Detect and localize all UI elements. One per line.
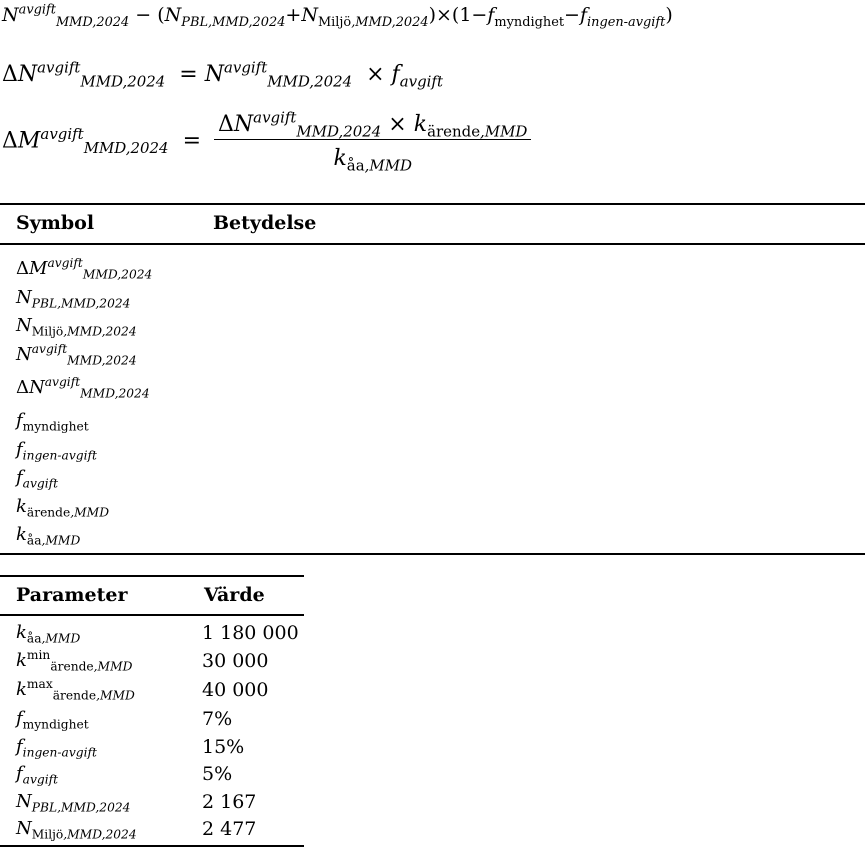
symbol-table-bottom-rule <box>0 553 865 555</box>
parameter-value: 5% <box>202 763 233 785</box>
symbol-row: $f_{myndighet}$ <box>16 410 89 434</box>
parameter-value: 1 180 000 <box>202 622 299 644</box>
parameter-row: $k_{åa,MMD}$ <box>16 622 81 646</box>
equation-delta-m: $\Delta M^{avgift}_{MMD,2024}$ = $\frac{\Delta N^{avgift}_{MMD,2024} \times k_{ärende,MMD}}{k_{åa,MMD}}$ <box>2 112 531 171</box>
equation-remaining-cases: $N^{avgift}_{MMD,2024} - (N_{PBL,MMD,2024}+N_{Miljö,MMD,2024})\times(1-f_{myndighet}-f_{ingen-avgift})$ <box>2 2 673 30</box>
parameter-value: 40 000 <box>202 679 269 701</box>
symbol-row: $\Delta M^{avgift}_{MMD,2024}$ <box>16 256 153 282</box>
equation-delta-n: $\Delta N^{avgift}_{MMD,2024} = N^{avgift}_{MMD,2024} \times f_{avgift}$ <box>2 58 443 91</box>
parameter-value: 2 167 <box>202 791 257 813</box>
symbol-row: $N^{avgift}_{MMD,2024}$ <box>16 342 137 368</box>
symbol-row: $f_{ingen-avgift}$ <box>16 439 97 463</box>
parameter-row: $f_{myndighet}$ <box>16 708 89 732</box>
symbol-table-header-rule <box>0 243 865 245</box>
parameter-row: $N_{Miljö,MMD,2024}$ <box>16 818 137 842</box>
symbol-row: $k_{ärende,MMD}$ <box>16 496 110 520</box>
value-header: Värde <box>204 584 265 606</box>
symbol-row: $k_{åa,MMD}$ <box>16 524 81 548</box>
symbol-row: $f_{avgift}$ <box>16 467 59 491</box>
parameter-header: Parameter <box>16 584 128 606</box>
meaning-header: Betydelse <box>213 212 317 234</box>
parameter-row: $f_{ingen-avgift}$ <box>16 736 97 760</box>
parameter-value: 7% <box>202 708 233 730</box>
parameter-row: $k^{min}_{ärende,MMD}$ <box>16 648 133 674</box>
symbol-row: $\Delta N^{avgift}_{MMD,2024}$ <box>16 375 150 401</box>
symbol-table-top-rule <box>0 203 865 205</box>
parameter-row: $k^{max}_{ärende,MMD}$ <box>16 677 135 703</box>
param-table-bottom-rule <box>0 845 304 847</box>
symbol-row: $N_{Miljö,MMD,2024}$ <box>16 315 137 339</box>
symbol-row: $N_{PBL,MMD,2024}$ <box>16 287 131 311</box>
parameter-value: 15% <box>202 736 245 758</box>
parameter-row: $N_{PBL,MMD,2024}$ <box>16 791 131 815</box>
param-table-header-rule <box>0 614 304 616</box>
param-table-top-rule <box>0 575 304 577</box>
parameter-row: $f_{avgift}$ <box>16 763 59 787</box>
fraction: $\frac{\Delta N^{avgift}_{MMD,2024} \times k_{ärende,MMD}}{k_{åa,MMD}}$ <box>214 112 531 171</box>
parameter-value: 30 000 <box>202 650 269 672</box>
parameter-value: 2 477 <box>202 818 257 840</box>
symbol-header: Symbol <box>16 212 95 234</box>
